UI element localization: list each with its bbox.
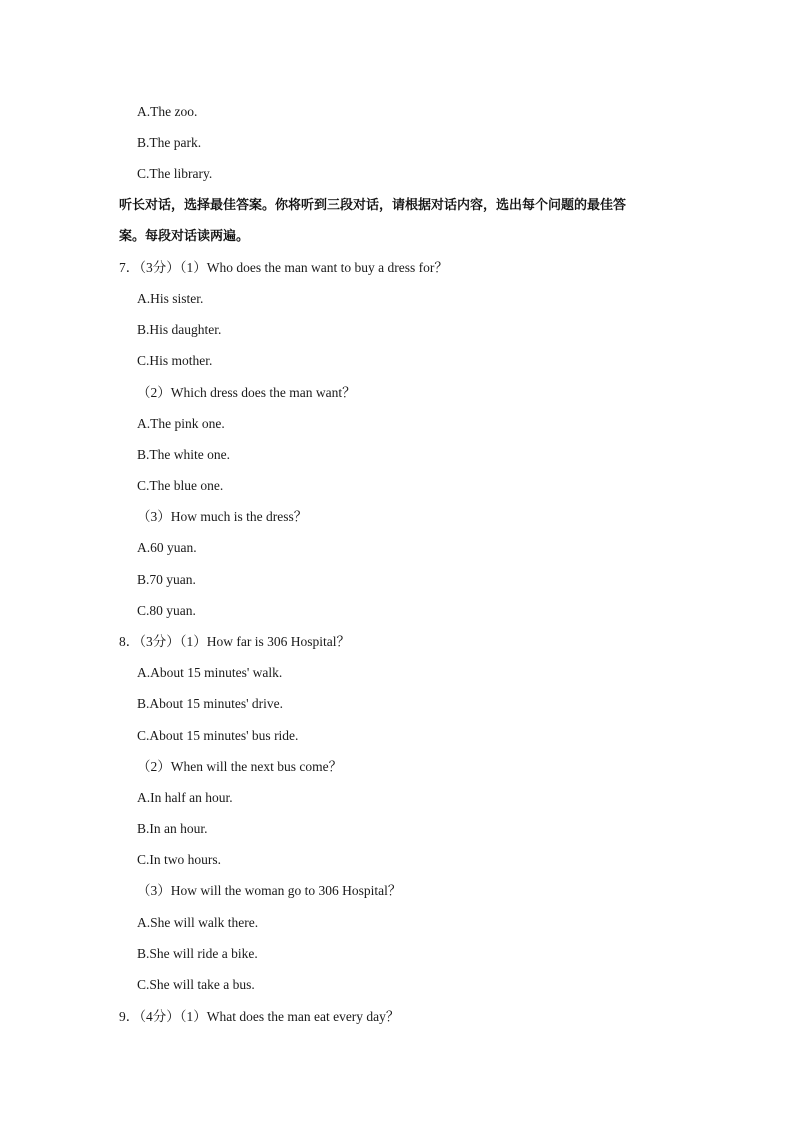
q7-1-option-b: B.His daughter. xyxy=(137,322,222,337)
q7-2-stem: （2）Which dress does the man want？ xyxy=(137,385,356,400)
option-b: B.The park. xyxy=(137,135,202,150)
question-7-stem: 7．（3分）（1）Who does the man want to buy a dress for？ xyxy=(119,260,448,275)
question-8-stem: 8．（3分）（1）How far is 306 Hospital？ xyxy=(119,634,350,649)
section-instruction-line1: 听长对话，选择最佳答案。你将听到三段对话，请根据对话内容，选出每个问题的最佳答 xyxy=(119,198,627,213)
q8-2-option-a: A.In half an hour. xyxy=(137,790,233,805)
q8-3-option-b: B.She will ride a bike. xyxy=(137,946,258,961)
q8-3-stem: （3）How will the woman go to 306 Hospital？ xyxy=(137,883,402,898)
q7-3-option-c: C.80 yuan. xyxy=(137,603,196,618)
q7-2-option-c: C.The blue one. xyxy=(137,478,224,493)
q7-3-option-a: A.60 yuan. xyxy=(137,540,197,555)
q8-1-option-a: A.About 15 minutes' walk. xyxy=(137,665,283,680)
section-instruction-line2: 案。每段对话读两遍。 xyxy=(119,229,250,244)
q8-3-option-a: A.She will walk there. xyxy=(137,915,259,930)
q8-2-option-b: B.In an hour. xyxy=(137,821,208,836)
option-a: A.The zoo. xyxy=(137,104,198,119)
q7-2-option-a: A.The pink one. xyxy=(137,416,225,431)
option-c: C.The library. xyxy=(137,166,213,181)
q8-1-option-c: C.About 15 minutes' bus ride. xyxy=(137,728,299,743)
q7-3-option-b: B.70 yuan. xyxy=(137,572,196,587)
q8-2-stem: （2）When will the next bus come？ xyxy=(137,759,343,774)
q8-2-option-c: C.In two hours. xyxy=(137,852,221,867)
q8-3-option-c: C.She will take a bus. xyxy=(137,977,255,992)
question-9-stem: 9．（4分）（1）What does the man eat every day？ xyxy=(119,1009,400,1024)
q7-1-option-a: A.His sister. xyxy=(137,291,204,306)
q8-1-option-b: B.About 15 minutes' drive. xyxy=(137,696,284,711)
q7-2-option-b: B.The white one. xyxy=(137,447,230,462)
q7-1-option-c: C.His mother. xyxy=(137,353,213,368)
q7-3-stem: （3）How much is the dress？ xyxy=(137,509,308,524)
